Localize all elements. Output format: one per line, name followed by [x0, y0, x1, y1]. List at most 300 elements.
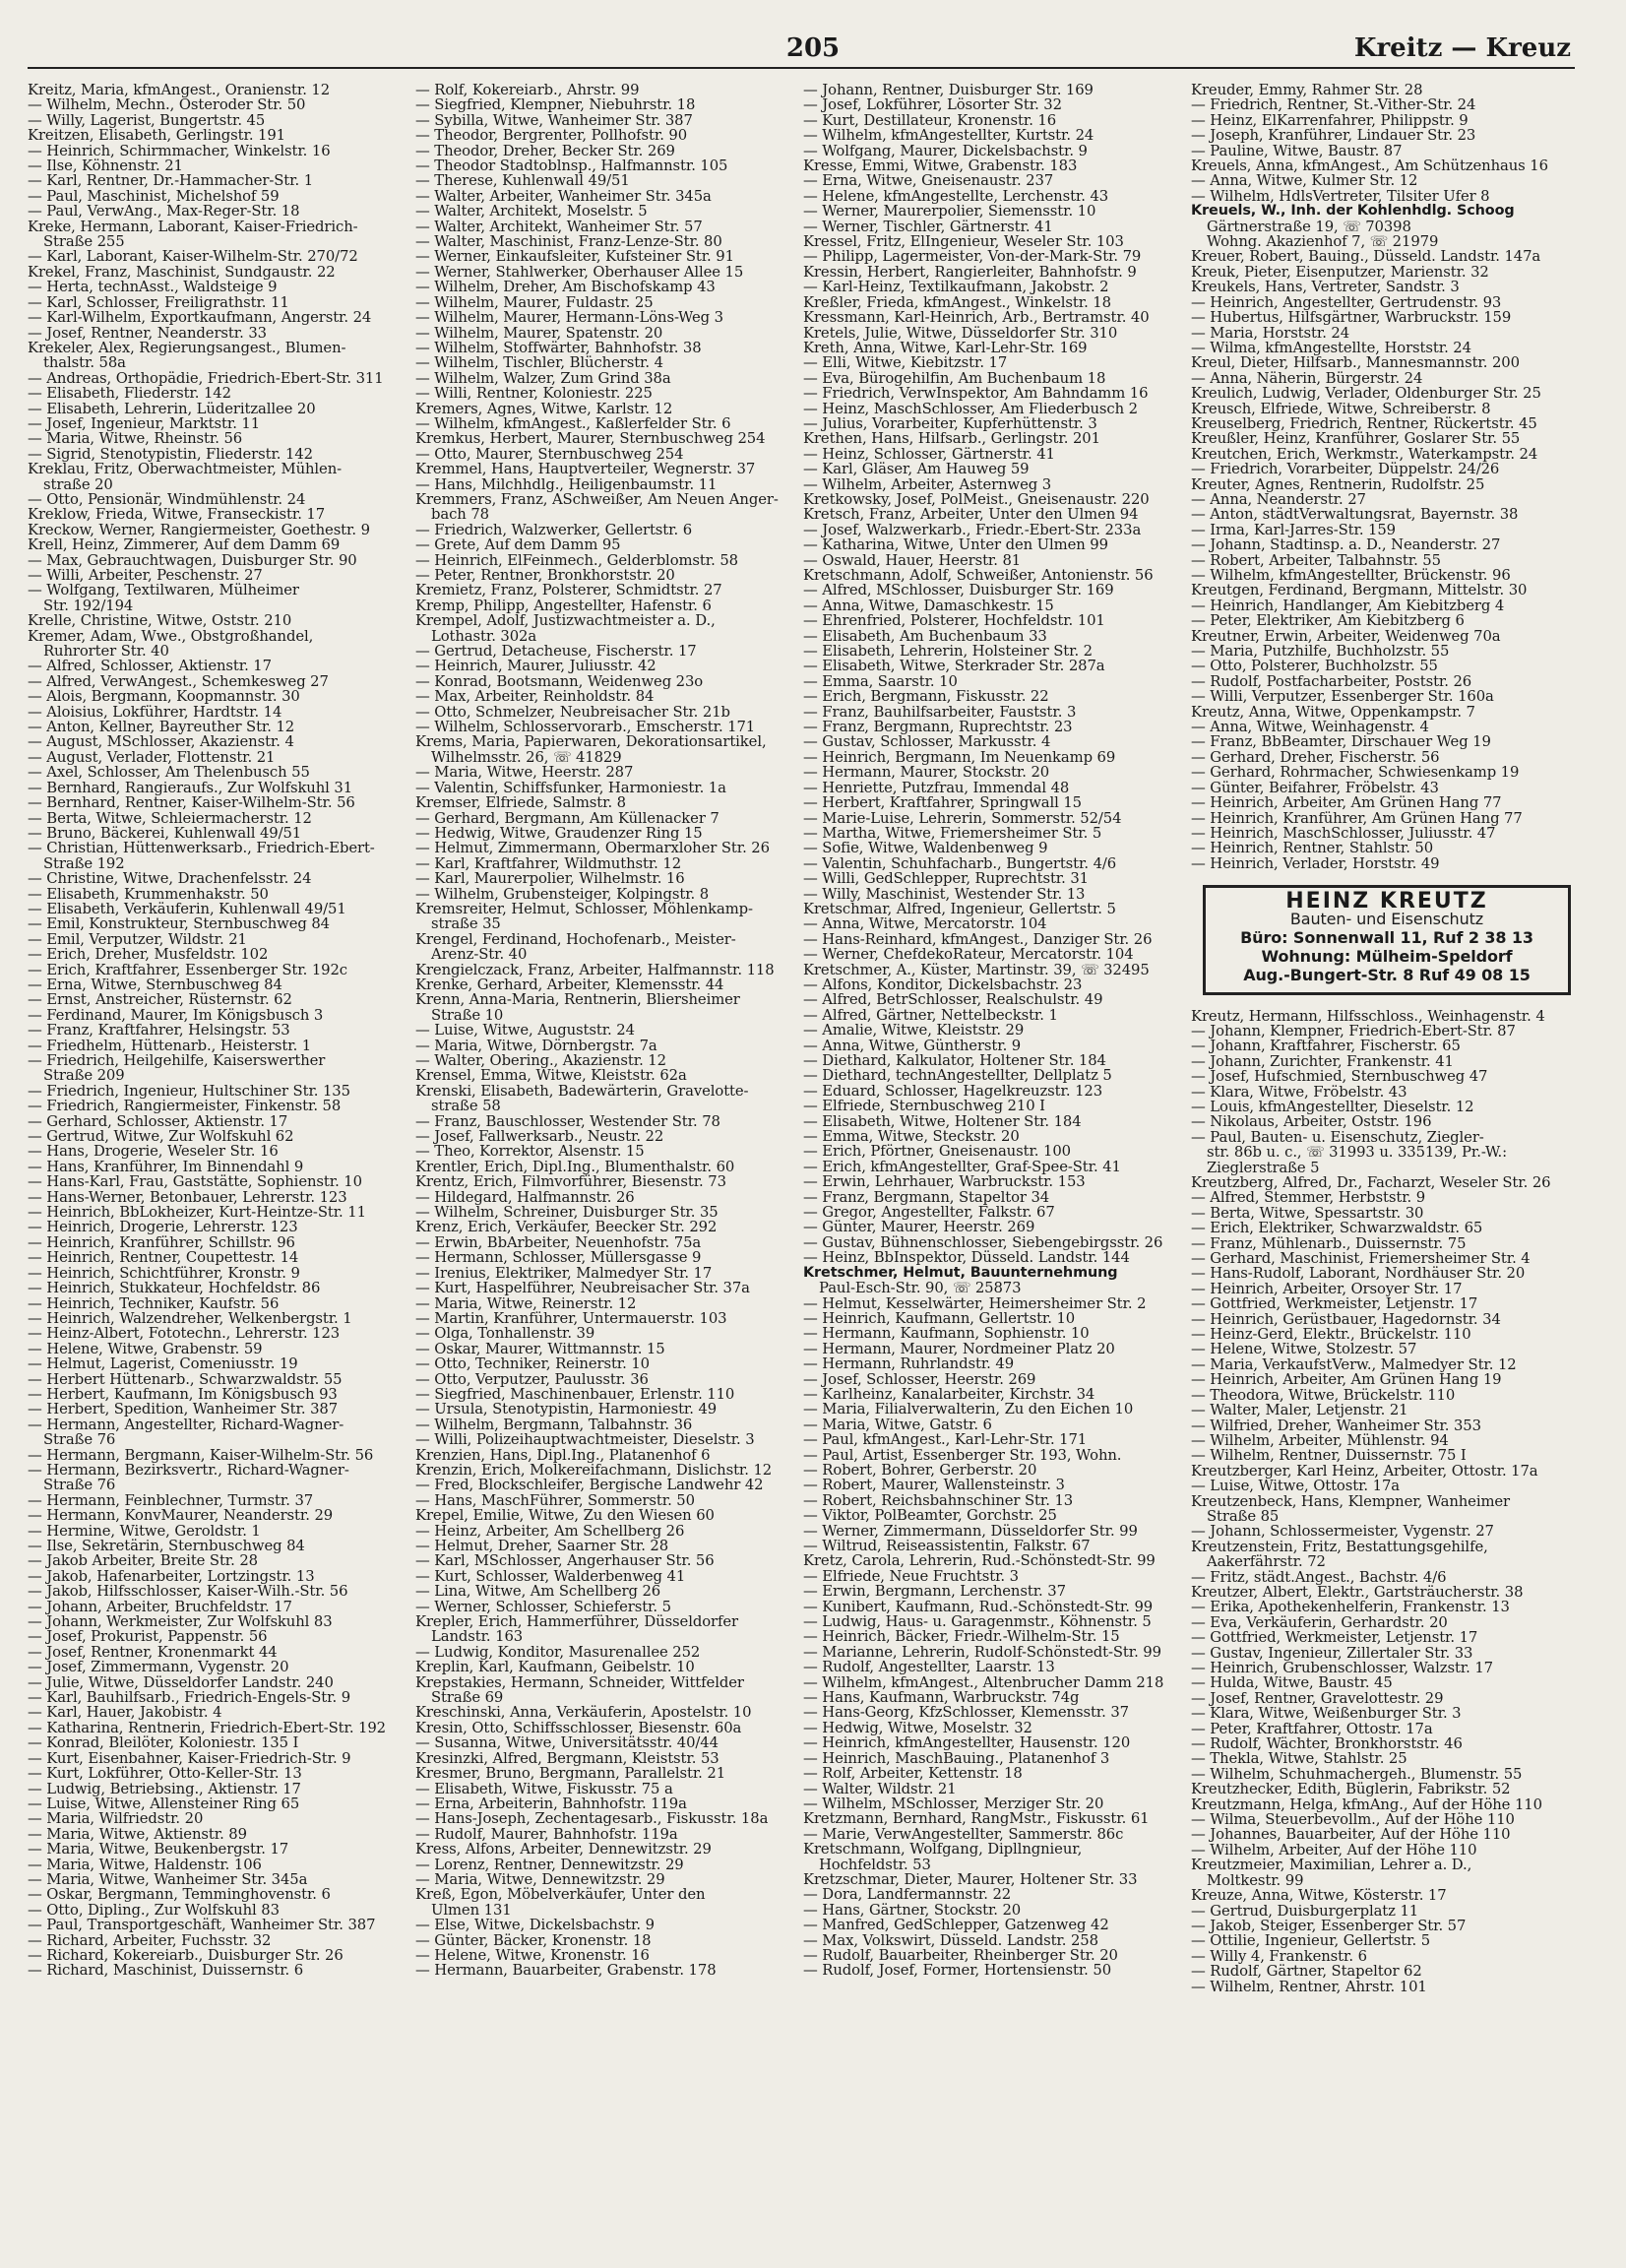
directory-entry: — Gottfried, Werkmeister, Letjenstr. 17: [1191, 1630, 1478, 1646]
directory-entry: — Berta, Witwe, Schleiermacherstr. 12: [28, 810, 312, 826]
directory-entry: — Hubertus, Hilfsgärtner, Warbruckstr. 159: [1191, 310, 1512, 326]
directory-entry: — Gustav, Ingenieur, Zillertaler Str. 33: [1191, 1645, 1473, 1661]
directory-entry: Kreußler, Heinz, Kranführer, Goslarer Str. 55: [1191, 431, 1521, 447]
directory-entry: — Diethard, Kalkulator, Holtener Str. 184: [803, 1053, 1106, 1069]
directory-entry: — Maria, Witwe, Heerstr. 287: [415, 765, 634, 781]
directory-entry: — Konrad, Bleilöter, Koloniestr. 135 I: [28, 1735, 299, 1751]
directory-entry: Kressel, Fritz, ElIngenieur, Weseler Str. 103: [803, 234, 1124, 250]
directory-entry: — Gerhard, Bergmann, Am Küllenacker 7: [415, 810, 719, 826]
directory-entry: Krenke, Gerhard, Arbeiter, Klemensstr. 44: [415, 976, 724, 993]
directory-entry: — Johann, Kraftfahrer, Fischerstr. 65: [1191, 1039, 1461, 1054]
directory-entry: — Friedrich, Vorarbeiter, Düppelstr. 24/26: [1191, 462, 1500, 477]
directory-entry: Kretschmann, Wolfgang, Dipllngnieur,: [803, 1842, 1083, 1858]
directory-entry: — Heinrich, Gerüstbauer, Hagedornstr. 34: [1191, 1311, 1501, 1328]
directory-entry: Kreul, Dieter, Hilfsarb., Mannesmannstr. 200: [1191, 355, 1520, 371]
directory-entry: — Willy 4, Frankenstr. 6: [1191, 1948, 1367, 1965]
directory-entry: — Wilhelm, Grubensteiger, Kolpingstr. 8: [415, 886, 710, 902]
directory-entry: — Richard, Arbeiter, Fuchsstr. 32: [28, 1932, 272, 1948]
directory-entry: — Fritz, städt.Angest., Bachstr. 4/6: [1191, 1569, 1447, 1585]
directory-entry: — Jakob, Hafenarbeiter, Lortzingstr. 13: [28, 1568, 315, 1585]
directory-entry: — Sybilla, Witwe, Wanheimer Str. 387: [415, 112, 693, 129]
directory-entry: Kreschinski, Anna, Verkäuferin, Apostelstr. 10: [415, 1705, 752, 1721]
directory-entry: — Hermann, Angestellter, Richard-Wagner-: [28, 1417, 344, 1433]
directory-entry: — Helmut, Dreher, Saarner Str. 28: [415, 1539, 669, 1554]
directory-entry: — Paul, Maschinist, Michelshof 59: [28, 188, 280, 205]
directory-entry: — Franz, Bergmann, Stapeltor 34: [803, 1189, 1050, 1206]
directory-entry: Krethen, Hans, Hilfsarb., Gerlingstr. 201: [803, 431, 1100, 447]
directory-entry: — Elisabeth, Krummenhakstr. 50: [28, 886, 269, 902]
directory-entry: — Johann, Stadtinsp. a. D., Neanderstr. 27: [1191, 537, 1501, 553]
directory-entry: — Erich, Kraftfahrer, Essenberger Str. 192c: [28, 962, 347, 977]
directory-entry: — Günter, Bäcker, Kronenstr. 18: [415, 1932, 652, 1948]
directory-entry: Krepstakies, Hermann, Schneider, Wittfelder: [415, 1674, 744, 1691]
directory-entry: — Wilhelm, Arbeiter, Auf der Höhe 110: [1191, 1842, 1477, 1858]
directory-entry: — Friedrich, Rentner, St.-Vither-Str. 24: [1191, 97, 1476, 113]
directory-entry: straße 35: [431, 916, 501, 932]
directory-entry: Kreutzberg, Alfred, Dr., Facharzt, Weseler Str. 26: [1191, 1175, 1551, 1191]
directory-entry: — Luise, Witwe, Auguststr. 24: [415, 1023, 635, 1039]
directory-entry: — Gerhard, Schlosser, Aktienstr. 17: [28, 1113, 288, 1130]
directory-entry: — Heinrich, Angestellter, Gertrudenstr. 93: [1191, 294, 1502, 311]
directory-entry: — Maria, Wilfriedstr. 20: [28, 1811, 204, 1827]
directory-entry: — Siegfried, Klempner, Niebuhrstr. 18: [415, 97, 696, 113]
directory-entry: — Maria, Witwe, Beukenbergstr. 17: [28, 1842, 289, 1858]
directory-entry: Kreutzhecker, Edith, Büglerin, Fabrikstr. 52: [1191, 1782, 1511, 1797]
directory-entry: — Willi, Rentner, Koloniestr. 225: [415, 386, 653, 402]
directory-entry: — Wilhelm, Rentner, Duissernstr. 75 I: [1191, 1448, 1467, 1464]
directory-entry: — Josef, Ingenieur, Marktstr. 11: [28, 415, 261, 432]
directory-entry: — Herbert, Spedition, Wanheimer Str. 387: [28, 1402, 339, 1418]
directory-entry: Straße 192: [43, 855, 125, 872]
directory-entry: Kreutzenbeck, Hans, Klempner, Wanheimer: [1191, 1493, 1511, 1509]
directory-entry: — Heinrich, Arbeiter, Am Grünen Hang 77: [1191, 795, 1502, 811]
directory-entry: Kreß, Egon, Möbelverkäufer, Unter den: [415, 1887, 706, 1903]
directory-entry: Kreitzen, Elisabeth, Gerlingstr. 191: [28, 128, 285, 144]
directory-entry: — Elisabeth, Lehrerin, Holsteiner Str. 2: [803, 644, 1093, 660]
directory-entry: — Werner, Maurerpolier, Siemensstr. 10: [803, 204, 1096, 220]
directory-entry: — Eva, Verkäuferin, Gerhardstr. 20: [1191, 1614, 1448, 1631]
directory-entry: Krekeler, Alex, Regierungsangest., Blumen-: [28, 340, 346, 356]
directory-entry: Krenzien, Hans, Dipl.Ing., Platanenhof 6: [415, 1447, 711, 1463]
directory-entry: — Irenius, Elektriker, Malmedyer Str. 17: [415, 1265, 713, 1282]
directory-entry: — Friedhelm, Hüttenarb., Heisterstr. 1: [28, 1038, 312, 1053]
directory-entry: — Katharina, Witwe, Unter den Ulmen 99: [803, 537, 1108, 553]
directory-entry: — Johann, Arbeiter, Bruchfeldstr. 17: [28, 1599, 292, 1615]
directory-entry: Straße 69: [431, 1690, 504, 1706]
directory-entry: — Anton, städtVerwaltungsrat, Bayernstr. 38: [1191, 507, 1519, 523]
directory-entry: Wohng. Akazienhof 7, ☏ 21979: [1207, 234, 1439, 250]
directory-entry: — Jakob Arbeiter, Breite Str. 28: [28, 1553, 258, 1569]
directory-entry: — Helmut, Zimmermann, Obermarxloher Str. 26: [415, 841, 770, 856]
directory-entry: — Andreas, Orthopädie, Friedrich-Ebert-Str. 311: [28, 370, 384, 387]
directory-entry: — Ludwig, Betriebsing., Aktienstr. 17: [28, 1781, 301, 1796]
directory-entry: — Anna, Neanderstr. 27: [1191, 491, 1366, 508]
directory-entry: — Heinrich, Techniker, Kaufstr. 56: [28, 1295, 280, 1311]
directory-entry: — Anna, Witwe, Mercatorstr. 104: [803, 916, 1047, 932]
directory-entry: — Heinrich, Rentner, Coupettestr. 14: [28, 1250, 299, 1266]
directory-entry: — Christian, Hüttenwerksarb., Friedrich-Ebert-: [28, 841, 375, 856]
directory-entry: Landstr. 163: [431, 1629, 524, 1645]
running-head: Kreitz — Kreuz: [1353, 33, 1571, 63]
directory-entry: — Hermann, Bauarbeiter, Grabenstr. 178: [415, 1963, 717, 1979]
directory-entry: Kreutgen, Ferdinand, Bergmann, Mittelstr. 30: [1191, 583, 1528, 598]
directory-entry: — Gertrud, Duisburgerplatz 11: [1191, 1903, 1419, 1919]
directory-entry: — Hermann, KonvMaurer, Neanderstr. 29: [28, 1508, 334, 1524]
directory-entry: — Heinrich, BbLokheizer, Kurt-Heintze-Str. 11: [28, 1205, 366, 1221]
directory-entry: — Josef, Rentner, Neanderstr. 33: [28, 325, 267, 341]
directory-entry: Krengel, Ferdinand, Hochofenarb., Meister-: [415, 931, 736, 948]
directory-entry: — Theodor, Dreher, Becker Str. 269: [415, 143, 675, 159]
directory-entry: — Gerhard, Rohrmacher, Schwiesenkamp 19: [1191, 765, 1520, 781]
directory-entry: — Helene, kfmAngestellte, Lerchenstr. 43: [803, 188, 1109, 205]
directory-entry: — Lina, Witwe, Am Schellberg 26: [415, 1584, 661, 1600]
directory-entry: — Luise, Witwe, Ottostr. 17a: [1191, 1479, 1400, 1494]
directory-entry: — Hermann, Ruhrlandstr. 49: [803, 1356, 1015, 1372]
directory-entry: — Helene, Witwe, Stolzestr. 57: [1191, 1342, 1417, 1357]
directory-entry: — Elisabeth, Witwe, Holtener Str. 184: [803, 1113, 1082, 1130]
directory-entry: — Josef, Rentner, Gravelottestr. 29: [1191, 1690, 1444, 1707]
directory-entry: Kremietz, Franz, Polsterer, Schmidtstr. 27: [415, 583, 722, 598]
directory-entry: — Hermann, Schlosser, Müllersgasse 9: [415, 1250, 702, 1266]
column-1: [28, 83, 411, 2258]
directory-entry: Kreuk, Pieter, Eisenputzer, Marienstr. 32: [1191, 264, 1489, 281]
directory-entry: — Heinrich, Schichtführer, Kronstr. 9: [28, 1265, 300, 1282]
directory-entry: — Walter, Maschinist, Franz-Lenze-Str. 80: [415, 234, 722, 250]
directory-entry: — Paul, Bauten- u. Eisenschutz, Ziegler-: [1191, 1129, 1484, 1146]
directory-entry: Straße 85: [1207, 1508, 1280, 1525]
directory-entry: Kreulich, Ludwig, Verlader, Oldenburger Str. 25: [1191, 386, 1541, 402]
directory-entry: — Gertrud, Detacheuse, Fischerstr. 17: [415, 644, 697, 660]
directory-entry: — Wilhelm, Arbeiter, Asternweg 3: [803, 476, 1052, 492]
directory-entry: Kreutzenstein, Fritz, Bestattungsgehilfe,: [1191, 1539, 1488, 1555]
directory-entry: — Nikolaus, Arbeiter, Oststr. 196: [1191, 1114, 1432, 1130]
directory-entry: Kreke, Hermann, Laborant, Kaiser-Friedrich-: [28, 219, 358, 235]
directory-entry: Kreutner, Erwin, Arbeiter, Weidenweg 70a: [1191, 628, 1501, 645]
directory-entry: — Hans, Milchhdlg., Heiligenbaumstr. 11: [415, 476, 718, 492]
directory-entry: — Erna, Witwe, Sternbuschweg 84: [28, 976, 282, 993]
directory-entry: — Gerhard, Dreher, Fischerstr. 56: [1191, 749, 1440, 766]
directory-entry: — Richard, Maschinist, Duissernstr. 6: [28, 1963, 304, 1979]
directory-entry: — Maria, Witwe, Rheinstr. 56: [28, 431, 243, 447]
directory-entry: — Josef, Zimmermann, Vygenstr. 20: [28, 1660, 289, 1675]
directory-entry: Kreuels, Anna, kfmAngest., Am Schützenhaus 16: [1191, 158, 1548, 174]
directory-entry: — Anna, Witwe, Kulmer Str. 12: [1191, 173, 1418, 189]
directory-entry: Kreplin, Karl, Kaufmann, Geibelstr. 10: [415, 1660, 695, 1675]
directory-entry: Kreutzer, Albert, Elektr., Gartsträucherstr. 38: [1191, 1584, 1524, 1601]
directory-entry: Kremer, Adam, Wwe., Obstgroßhandel,: [28, 628, 314, 645]
directory-entry: — Wilhelm, Walzer, Zum Grind 38a: [415, 370, 671, 387]
directory-entry: — Heinrich, Handlanger, Am Kiebitzberg 4: [1191, 598, 1505, 614]
directory-entry: Krenz, Erich, Verkäufer, Beecker Str. 292: [415, 1220, 718, 1235]
directory-entry: — Josef, Rentner, Kronenmarkt 44: [28, 1644, 278, 1661]
directory-entry: — Friedrich, Ingenieur, Hultschiner Str. 135: [28, 1083, 350, 1100]
directory-entry: Gärtnerstraße 19, ☏ 70398: [1207, 219, 1411, 235]
directory-entry: — Wilhelm, MSchlosser, Merziger Str. 20: [803, 1796, 1104, 1812]
ad-address: Aug.-Bungert-Str. 8 Ruf 49 08 15: [1243, 965, 1531, 984]
directory-entry: — Heinrich, Bergmann, Im Neuenkamp 69: [803, 749, 1116, 766]
directory-entry: — Ilse, Köhnenstr. 21: [28, 158, 183, 174]
directory-entry: — Heinrich, Bäcker, Friedr.-Wilhelm-Str. 15: [803, 1629, 1120, 1645]
directory-entry: — Kurt, Eisenbahner, Kaiser-Friedrich-Str. 9: [28, 1750, 351, 1767]
directory-entry: — Wilhelm, kfmAngest., Kaßlerfelder Str. 6: [415, 415, 731, 432]
directory-entry: — Willi, Verputzer, Essenberger Str. 160a: [1191, 689, 1494, 705]
directory-entry: — Alfred, Schlosser, Aktienstr. 17: [28, 659, 272, 674]
directory-entry: — Kunibert, Kaufmann, Rud.-Schönstedt-Str. 99: [803, 1599, 1154, 1615]
directory-entry: Str. 192/194: [43, 598, 134, 614]
directory-entry: Arenz-Str. 40: [431, 947, 528, 963]
directory-entry: — Heinrich, Drogerie, Lehrerstr. 123: [28, 1220, 298, 1235]
directory-entry: — Hedwig, Witwe, Graudenzer Ring 15: [415, 825, 703, 842]
directory-entry: — Heinz, Schlosser, Gärtnerstr. 41: [803, 446, 1055, 463]
directory-entry: Kreßler, Frieda, kfmAngest., Winkelstr. 18: [803, 294, 1111, 311]
directory-entry: — Paul, Artist, Essenberger Str. 193, Wohn.: [803, 1447, 1122, 1463]
directory-entry: Kreuer, Robert, Bauing., Düsseld. Landstr. 147a: [1191, 249, 1541, 265]
directory-entry: — Helmut, Kesselwärter, Heimersheimer Str. 2: [803, 1295, 1147, 1311]
directory-entry: Straße 10: [431, 1007, 504, 1024]
directory-entry: — Hulda, Witwe, Baustr. 45: [1191, 1675, 1393, 1691]
directory-entry: — Ferdinand, Maurer, Im Königsbusch 3: [28, 1007, 324, 1024]
column-2: [415, 83, 799, 2258]
directory-entry: — Hans, Kaufmann, Warbruckstr. 74g: [803, 1690, 1080, 1706]
directory-entry: — Helmut, Lagerist, Comeniusstr. 19: [28, 1356, 298, 1372]
directory-entry: str. 86b u. c., ☏ 31993 u. 335139, Pr.-W.:: [1207, 1145, 1507, 1161]
directory-entry: — Hermann, Kaufmann, Sophienstr. 10: [803, 1326, 1090, 1342]
advertisement-box: [1203, 885, 1571, 994]
directory-entry: — Martha, Witwe, Friemersheimer Str. 5: [803, 825, 1102, 842]
directory-entry: — Konrad, Bootsmann, Weidenweg 23o: [415, 673, 704, 690]
directory-entry: Krentz, Erich, Filmvorführer, Biesenstr. 73: [415, 1174, 726, 1190]
directory-entry: Wilhelmsstr. 26, ☏ 41829: [431, 749, 622, 766]
directory-entry: — Maria, Witwe, Wanheimer Str. 345a: [28, 1871, 308, 1888]
directory-entry: Kressin, Herbert, Rangierleiter, Bahnhofstr. 9: [803, 264, 1137, 281]
directory-entry: — Walter, Obering., Akazienstr. 12: [415, 1053, 666, 1069]
directory-entry: — Heinz, BbInspektor, Düsseld. Landstr. 144: [803, 1250, 1130, 1266]
directory-entry: — Rudolf, Bauarbeiter, Rheinberger Str. 20: [803, 1947, 1118, 1964]
directory-entry: — Otto, Pensionär, Windmühlenstr. 24: [28, 491, 306, 508]
directory-entry: — Hedwig, Witwe, Moselstr. 32: [803, 1720, 1032, 1736]
directory-entry: — Elisabeth, Verkäuferin, Kuhlenwall 49/51: [28, 901, 346, 917]
directory-entry: — Josef, Hufschmied, Sternbuschweg 47: [1191, 1069, 1488, 1085]
directory-entry: — Elisabeth, Witwe, Sterkrader Str. 287a: [803, 659, 1105, 674]
directory-entry: — Wilhelm, Schuhmachergeh., Blumenstr. 55: [1191, 1766, 1523, 1783]
directory-entry: — Erna, Arbeiterin, Bahnhofstr. 119a: [415, 1796, 687, 1812]
directory-entry: — Wilhelm, kfmAngestellter, Kurtstr. 24: [803, 128, 1094, 144]
directory-entry: — Elfriede, Neue Fruchtstr. 3: [803, 1568, 1019, 1585]
directory-entry: Kresmer, Bruno, Bergmann, Parallelstr. 21: [415, 1766, 726, 1782]
directory-entry: — Hermine, Witwe, Geroldstr. 1: [28, 1523, 261, 1539]
directory-entry: — Valentin, Schuhfacharb., Bungertstr. 4/6: [803, 855, 1117, 872]
directory-entry: — Josef, Walzwerkarb., Friedr.-Ebert-Str. 233a: [803, 522, 1142, 538]
directory-entry: — Johann, Werkmeister, Zur Wolfskuhl 83: [28, 1614, 333, 1630]
directory-entry: — Karl, Rentner, Dr.-Hammacher-Str. 1: [28, 173, 314, 189]
directory-entry: — Aloisius, Lokführer, Hardtstr. 14: [28, 704, 282, 721]
directory-entry: — Anton, Kellner, Bayreuther Str. 12: [28, 720, 295, 735]
directory-entry: Kreutz, Anna, Witwe, Oppenkampstr. 7: [1191, 704, 1475, 721]
directory-entry: — Anna, Witwe, Weinhagenstr. 4: [1191, 720, 1429, 735]
directory-entry: — Elfriede, Sternbuschweg 210 I: [803, 1099, 1045, 1114]
directory-entry: — Kurt, Schlosser, Walderbenweg 41: [415, 1568, 686, 1585]
directory-entry: Kretschmar, Alfred, Ingenieur, Gellertstr. 5: [803, 901, 1116, 917]
directory-entry: — Wilhelm, Maurer, Hermann-Löns-Weg 3: [415, 310, 723, 326]
directory-entry: — Manfred, GedSchlepper, Gatzenweg 42: [803, 1918, 1109, 1933]
directory-entry: Kremkus, Herbert, Maurer, Sternbuschweg 254: [415, 431, 766, 447]
directory-entry: — Heinz, ElKarrenfahrer, Philippstr. 9: [1191, 112, 1469, 129]
directory-entry: — Heinrich, Arbeiter, Am Grünen Hang 19: [1191, 1372, 1502, 1388]
directory-entry: — Franz, Mühlenarb., Duissernstr. 75: [1191, 1235, 1467, 1252]
directory-entry: — Wilhelm, kfmAngest., Altenbrucher Damm 218: [803, 1674, 1164, 1691]
directory-entry: Kreklow, Frieda, Witwe, Franseckistr. 17: [28, 507, 326, 523]
directory-entry: — Helene, Witwe, Kronenstr. 16: [415, 1947, 650, 1964]
directory-entry: — Marianne, Lehrerin, Rudolf-Schönstedt-Str. 99: [803, 1644, 1161, 1661]
directory-entry: — Luise, Witwe, Allensteiner Ring 65: [28, 1796, 300, 1812]
directory-entry: — Werner, Zimmermann, Düsseldorfer Str. 99: [803, 1523, 1138, 1539]
directory-entry: — Johann, Rentner, Duisburger Str. 169: [803, 83, 1094, 98]
directory-entry: — Wilhelm, Schlosservorarb., Emscherstr. 171: [415, 720, 756, 735]
directory-entry: — Otto, Techniker, Reinerstr. 10: [415, 1356, 650, 1372]
directory-entry: — Martin, Kranführer, Untermauerstr. 103: [415, 1310, 727, 1327]
directory-entry: Kreuselberg, Friedrich, Rentner, Rückertstr. 45: [1191, 415, 1537, 432]
directory-entry: — Wolfgang, Textilwaren, Mülheimer: [28, 583, 299, 598]
directory-entry: — Pauline, Witwe, Baustr. 87: [1191, 143, 1403, 159]
directory-entry: — Max, Volkswirt, Düsseld. Landstr. 258: [803, 1932, 1098, 1948]
directory-entry: — Willi, Polizeihauptwachtmeister, Dieselstr. 3: [415, 1432, 755, 1448]
directory-entry: — Rudolf, Maurer, Bahnhofstr. 119a: [415, 1826, 678, 1843]
directory-entry: Straße 209: [43, 1068, 125, 1084]
directory-entry: — Elli, Witwe, Kiebitzstr. 17: [803, 355, 1008, 371]
directory-entry: — Helene, Witwe, Grabenstr. 59: [28, 1341, 263, 1357]
directory-entry: Krempel, Adolf, Justizwachtmeister a. D.,: [415, 613, 716, 629]
directory-entry: — Emma, Witwe, Steckstr. 20: [803, 1129, 1020, 1145]
directory-entry: — Herbert Hüttenarb., Schwarzwaldstr. 55: [28, 1371, 343, 1387]
directory-entry: — Willi, GedSchlepper, Ruprechtstr. 31: [803, 871, 1089, 887]
directory-entry: Straße 255: [43, 234, 125, 250]
header-rule: [28, 67, 1575, 69]
directory-entry: — Walter, Architekt, Wanheimer Str. 57: [415, 219, 703, 235]
directory-entry: — Gerhard, Maschinist, Friemersheimer Str. 4: [1191, 1251, 1531, 1267]
directory-entry: — Theo, Korrektor, Alsenstr. 15: [415, 1144, 645, 1160]
directory-entry: Kress, Alfons, Arbeiter, Dennewitzstr. 29: [415, 1842, 712, 1858]
directory-entry: — Peter, Kraftfahrer, Ottostr. 17a: [1191, 1721, 1433, 1737]
directory-entry: — Herbert, Kaufmann, Im Königsbusch 93: [28, 1386, 338, 1403]
directory-entry: — Hans-Georg, KfzSchlosser, Klemensstr. 37: [803, 1705, 1129, 1721]
directory-entry: — Anna, Witwe, Damaschkestr. 15: [803, 598, 1054, 614]
directory-entry: — Maria, Filialverwalterin, Zu den Eichen 10: [803, 1402, 1134, 1418]
directory-entry: — Emil, Konstrukteur, Sternbuschweg 84: [28, 916, 330, 932]
directory-entry: — Heinz-Albert, Fototechn., Lehrerstr. 123: [28, 1326, 341, 1342]
directory-entry: Ulmen 131: [431, 1902, 512, 1919]
directory-entry: — Rudolf, Postfacharbeiter, Poststr. 26: [1191, 673, 1472, 690]
directory-entry: — Maria, Witwe, Haldenstr. 106: [28, 1857, 262, 1872]
directory-entry: — Willy, Lagerist, Bungertstr. 45: [28, 112, 266, 129]
directory-entry: Kreutzmann, Helga, kfmAng., Auf der Höhe 110: [1191, 1796, 1542, 1813]
directory-entry: — Hermann, Feinblechner, Turmstr. 37: [28, 1492, 314, 1509]
directory-entry: — Erich, kfmAngestellter, Graf-Spee-Str. 41: [803, 1159, 1121, 1175]
directory-entry: — Anna, Näherin, Bürgerstr. 24: [1191, 370, 1423, 387]
directory-entry: — Wilhelm, Bergmann, Talbahnstr. 36: [415, 1417, 693, 1433]
directory-entry: — Ilse, Sekretärin, Sternbuschweg 84: [28, 1539, 305, 1554]
directory-entry: — Kurt, Lokführer, Otto-Keller-Str. 13: [28, 1766, 302, 1782]
directory-entry: — Theodor, Bergrenter, Pollhofstr. 90: [415, 128, 688, 144]
directory-entry: — Otto, Dipling., Zur Wolfskuhl 83: [28, 1902, 280, 1919]
directory-entry: — Wiltrud, Reiseassistentin, Falkstr. 67: [803, 1539, 1091, 1554]
directory-entry: — Maria, Putzhilfe, Buchholzstr. 55: [1191, 644, 1450, 660]
directory-entry: — Ursula, Stenotypistin, Harmoniestr. 49: [415, 1402, 718, 1418]
directory-entry: — Walter, Architekt, Moselstr. 5: [415, 204, 648, 220]
directory-entry: Kretkowsky, Josef, PolMeist., Gneisenaustr. 220: [803, 491, 1150, 508]
directory-entry: Straße 76: [43, 1432, 116, 1448]
directory-entry: — Heinrich, Stukkateur, Hochfeldstr. 86: [28, 1281, 321, 1296]
directory-entry: Lothastr. 302a: [431, 628, 537, 645]
ad-residence: Wohnung: Mülheim-Speldorf: [1261, 946, 1513, 966]
directory-entry: — Paul, VerwAng., Max-Reger-Str. 18: [28, 204, 300, 220]
directory-entry: Hochfeldstr. 53: [819, 1857, 931, 1872]
directory-entry: — Bruno, Bäckerei, Kuhlenwall 49/51: [28, 825, 302, 842]
directory-entry: — Hans-Reinhard, kfmAngest., Danziger Str. 26: [803, 931, 1153, 948]
directory-entry: — Susanna, Witwe, Universitätsstr. 40/44: [415, 1735, 719, 1751]
directory-entry: — Wilma, kfmAngestellte, Horststr. 24: [1191, 340, 1471, 356]
directory-entry: — Willi, Arbeiter, Peschenstr. 27: [28, 568, 263, 584]
directory-entry: — Hermann, Bergmann, Kaiser-Wilhelm-Str. 56: [28, 1447, 374, 1463]
directory-entry: Kreutchen, Erich, Werkmstr., Waterkampstr. 24: [1191, 446, 1538, 463]
directory-entry: — Karl, Hauer, Jakobistr. 4: [28, 1705, 222, 1721]
directory-entry: — Diethard, technAngestellter, Dellplatz 5: [803, 1068, 1112, 1084]
directory-entry: — Karl, Laborant, Kaiser-Wilhelm-Str. 270/72: [28, 249, 358, 265]
directory-entry: — Wilhelm, Mechn., Osteroder Str. 50: [28, 97, 306, 113]
directory-entry: — Erwin, Bergmann, Lerchenstr. 37: [803, 1584, 1066, 1600]
directory-entry: — Heinrich, Schirmmacher, Winkelstr. 16: [28, 143, 331, 159]
directory-entry: — Josef, Schlosser, Heerstr. 269: [803, 1371, 1036, 1387]
ad-subtitle: Bauten- und Eisenschutz: [1289, 909, 1484, 928]
directory-entry: Kretsch, Franz, Arbeiter, Unter den Ulmen 94: [803, 507, 1139, 523]
directory-entry: — Werner, Stahlwerker, Oberhauser Allee 15: [415, 264, 744, 281]
directory-entry: — Ottilie, Ingenieur, Gellertstr. 5: [1191, 1933, 1431, 1949]
directory-entry: — Maria, Witwe, Dörnbergstr. 7a: [415, 1038, 657, 1053]
directory-entry: Kreckow, Werner, Rangiermeister, Goethestr. 9: [28, 522, 370, 538]
directory-entry: — Josef, Prokurist, Pappenstr. 56: [28, 1629, 268, 1645]
directory-entry: — Valentin, Schiffsfunker, Harmoniestr. 1a: [415, 780, 726, 796]
directory-entry: — Herta, technAsst., Waldsteige 9: [28, 280, 278, 295]
directory-entry: — Wilfried, Dreher, Wanheimer Str. 353: [1191, 1418, 1481, 1433]
directory-entry: — Rolf, Kokereiarb., Ahrstr. 99: [415, 83, 640, 98]
directory-entry: Kretschmann, Adolf, Schweißer, Antonienstr. 56: [803, 568, 1154, 584]
directory-entry: — Christine, Witwe, Drachenfelsstr. 24: [28, 871, 312, 887]
directory-entry: — Franz, Bauschlosser, Westender Str. 78: [415, 1113, 720, 1130]
directory-entry: — Anna, Witwe, Güntherstr. 9: [803, 1038, 1022, 1053]
directory-entry: — Julie, Witwe, Düsseldorfer Landstr. 240: [28, 1674, 334, 1691]
directory-entry: Kretschmer, A., Küster, Martinstr. 39, ☏ 32495: [803, 962, 1150, 977]
directory-entry: — Hermann, Maurer, Nordmeiner Platz 20: [803, 1341, 1115, 1357]
ad-office: Büro: Sonnenwall 11, Ruf 2 38 13: [1240, 927, 1533, 947]
directory-entry: — Karl-Heinz, Textilkaufmann, Jakobstr. 2: [803, 280, 1109, 295]
directory-entry: Kremsreiter, Helmut, Schlosser, Möhlenkamp-: [415, 901, 753, 917]
directory-entry: — Günter, Maurer, Heerstr. 269: [803, 1220, 1035, 1235]
directory-entry: — Heinrich, Walzendreher, Welkenbergstr. 1: [28, 1310, 352, 1327]
directory-entry: Krenski, Elisabeth, Badewärterin, Gravelotte-: [415, 1083, 749, 1100]
directory-entry: — Robert, Arbeiter, Talbahnstr. 55: [1191, 552, 1441, 568]
directory-entry: — Hans-Karl, Frau, Gaststätte, Sophienstr. 10: [28, 1174, 362, 1190]
directory-entry: — Therese, Kuhlenwall 49/51: [415, 173, 630, 189]
directory-entry: — Peter, Elektriker, Am Kiebitzberg 6: [1191, 613, 1465, 629]
directory-entry: — Karl, MSchlosser, Angerhauser Str. 56: [415, 1553, 715, 1569]
directory-entry: — Oskar, Maurer, Wittmannstr. 15: [415, 1341, 665, 1357]
directory-entry: — Maria, VerkaufstVerw., Malmedyer Str. 12: [1191, 1356, 1517, 1373]
directory-entry: — Eva, Bürogehilfin, Am Buchenbaum 18: [803, 370, 1106, 387]
directory-entry: straße 58: [431, 1099, 501, 1114]
directory-entry: — Heinrich, Grubenschlosser, Walzstr. 17: [1191, 1661, 1493, 1676]
directory-entry: — Eduard, Schlosser, Hagelkreuzstr. 123: [803, 1083, 1103, 1100]
directory-entry: Kremp, Philipp, Angestellter, Hafenstr. 6: [415, 598, 712, 614]
directory-entry: — Jakob, Hilfsschlosser, Kaiser-Wilh.-Str. 56: [28, 1584, 348, 1600]
